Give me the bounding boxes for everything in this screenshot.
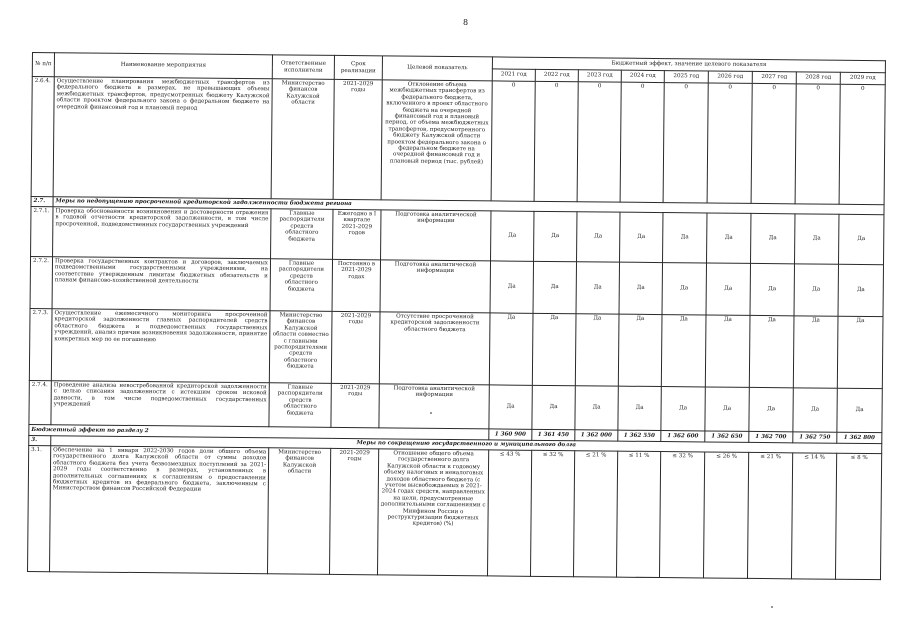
- total-value: 1 360 900: [489, 429, 532, 440]
- value-cell: Да: [706, 263, 750, 315]
- row-term: 2021-2029 годы: [331, 383, 379, 427]
- value-cell: 0: [620, 82, 664, 202]
- value-cell: Да: [576, 262, 619, 314]
- total-value: 1 361 450: [532, 429, 575, 440]
- header-indicator: Целевой показатель: [382, 56, 492, 81]
- scan-speck: [430, 412, 432, 414]
- total-value: 1 362 600: [661, 431, 705, 442]
- value-cell: Да: [793, 388, 837, 432]
- value-cell: Да: [489, 313, 533, 385]
- scan-speck: [771, 606, 773, 608]
- row-num: 2.6.4.: [31, 77, 54, 197]
- table-row: [31, 77, 885, 205]
- value-cell: Да: [620, 212, 663, 262]
- header-year: 2024 год: [621, 70, 664, 82]
- value-cell: ≤ 21 %: [573, 451, 617, 577]
- row-resp: Министерство финансов Калужской области: [271, 79, 334, 200]
- row-indicator: Отсутствие просроченной кредиторской задолженности областного бюджета: [379, 312, 490, 385]
- header-year: 2029 год: [840, 72, 885, 84]
- header-effect: Бюджетный эффект, значение целевого показателя: [492, 57, 885, 73]
- value-cell: Да: [837, 388, 883, 432]
- value-cell: Да: [661, 387, 705, 431]
- value-cell: 0: [491, 81, 535, 201]
- value-cell: Да: [491, 211, 534, 261]
- section-num: 3.: [29, 435, 51, 445]
- table-row: [29, 308, 883, 388]
- value-cell: 0: [534, 81, 578, 201]
- value-cell: Да: [575, 314, 619, 386]
- value-cell: ≤ 11 %: [616, 451, 660, 577]
- value-cell: Да: [618, 386, 661, 430]
- table-row: [28, 445, 882, 579]
- total-value: 1 362 700: [749, 431, 793, 442]
- value-cell: ≤ 21 %: [747, 452, 792, 578]
- header-term: Срок реализации: [334, 55, 382, 79]
- value-cell: Да: [577, 212, 620, 262]
- row-resp: Главные распорядители средств областного бюджета: [271, 209, 333, 260]
- header-year: 2026 год: [708, 71, 752, 83]
- row-term: Постоянно в 2021-2029 годах: [332, 259, 380, 311]
- value-cell: ≤ 14 %: [791, 453, 836, 579]
- value-cell: Да: [751, 213, 795, 263]
- total-value: 1 362 650: [705, 431, 749, 442]
- value-cell: 0: [751, 83, 796, 203]
- header-name: Наименование мероприятия: [54, 53, 272, 79]
- row-resp: Министерство финансов Калужской области совместно с главными распорядителями средств областного бюджета: [269, 311, 332, 384]
- value-cell: Да: [838, 214, 884, 264]
- page-number: 8: [463, 18, 469, 27]
- row-num: 3.1.: [28, 445, 51, 571]
- row-term: 2021-2029 годы: [331, 311, 380, 383]
- value-cell: Да: [534, 211, 577, 261]
- row-num: 2.7.1.: [31, 206, 53, 256]
- value-cell: Да: [532, 313, 576, 385]
- value-cell: 0: [663, 83, 708, 203]
- total-value: 1 362 000: [575, 430, 618, 441]
- value-cell: Да: [794, 264, 838, 316]
- row-name: Обеспечение на 1 января 2022-2030 годов доли общего объема государственного долга Калужской области от суммы доходов областного бюджета без учета безвозмездных поступлений за 2021-2029 годы соответственно в размерах, установленных в дополнительных соглашениях к соглашениям о предоставлении бюджетных кредитов из федерального бюджета, заключенным с Министерством финансов Российской Федерации: [50, 446, 269, 574]
- value-cell: Да: [793, 316, 838, 388]
- value-cell: 0: [577, 82, 621, 202]
- row-name: Проведение анализа невостребованной кредиторской задолженности с целью списания задолженности с истекшим сроком исковой давности, в том числе подведомственных государственных учреждений: [51, 381, 269, 427]
- value-cell: Да: [533, 261, 576, 313]
- value-cell: Да: [663, 213, 707, 263]
- total-value: 1 362 550: [618, 430, 661, 441]
- row-num: 2.7.4.: [29, 380, 51, 424]
- value-cell: Да: [490, 261, 533, 313]
- row-indicator: Подготовка аналитической информации: [380, 260, 490, 313]
- value-cell: 0: [839, 84, 885, 204]
- value-cell: Да: [619, 262, 662, 314]
- value-cell: Да: [705, 387, 749, 431]
- value-cell: Да: [838, 264, 884, 316]
- value-cell: ≤ 26 %: [703, 452, 748, 578]
- row-indicator: Подготовка аналитической информации: [379, 384, 489, 429]
- measures-table: [27, 52, 886, 580]
- value-cell: 0: [795, 84, 840, 204]
- table-row: [31, 206, 885, 264]
- total-value: 1 362 800: [837, 432, 882, 443]
- row-name: Осуществление планирования межбюджетных трансфертов из федерального бюджета в размерах, не превышающих объемы межбюджетных трансфертов, предусмотренных бюджету Калужской области проектом федерального закона о федеральном бюджете на очередной финансовый год и плановый период: [53, 77, 272, 199]
- value-cell: Да: [705, 315, 750, 387]
- table-row: [30, 256, 884, 316]
- value-cell: Да: [532, 385, 575, 429]
- row-resp: Министерство финансов Калужской области: [268, 448, 331, 575]
- value-cell: ≤ 43 %: [487, 450, 531, 576]
- value-cell: Да: [837, 316, 883, 388]
- total-value: 1 362 750: [793, 432, 837, 443]
- header-year: 2027 год: [752, 71, 796, 83]
- row-term: 2021-2029 годы: [329, 448, 378, 574]
- value-cell: Да: [575, 386, 618, 430]
- row-name: Осуществление ежемесячного мониторинга просроченной кредиторской задолженности главных распорядителей средств областного бюджета и подведомственных государственных учреждений, анализ причин возникновения задолженности, принятие конкретных мер по ее погашению: [51, 309, 270, 383]
- row-indicator: Подготовка аналитической информации: [381, 210, 491, 261]
- row-resp: Главные распорядители средств областного бюджета: [269, 383, 331, 428]
- header-year: 2021 год: [492, 69, 535, 81]
- value-cell: Да: [707, 213, 751, 263]
- header-year: 2025 год: [664, 71, 708, 83]
- value-cell: Да: [749, 315, 794, 387]
- section-num: 2.7.: [31, 196, 53, 206]
- row-indicator: Отклонение объема межбюджетных трансфертов из федерального бюджета, включенного в проект областного бюджета на очередной финансовый год и плановый период, от объема межбюджетных трансфертов, предусмотренного бюджету Калужской области проектом федерального закона о федеральном бюджете на очередной финансовый год и плановый период (тыс. рублей): [381, 80, 492, 201]
- value-cell: ≤ 8 %: [835, 453, 881, 579]
- header-num: № п/п: [32, 53, 54, 77]
- row-indicator: Отношение общего объема государственного долга Калужской области к годовому объему налоговых и неналоговых доходов областного бюджета (с учетом высвобождаемых в 2021-2024 годах средств, направленных на цели, предусмотренные дополнительными соглашениями с Минфином России о реструктуризации бюджетных кредитов) (%): [377, 449, 488, 576]
- value-cell: ≤ 32 %: [530, 450, 574, 576]
- value-cell: Да: [662, 263, 706, 315]
- value-cell: ≤ 32 %: [659, 452, 704, 578]
- section-title: Меры по сокращению государственного и муниципального долга: [51, 436, 882, 454]
- header-year: 2023 год: [578, 70, 621, 82]
- row-name: Проверка обоснованности возникновения и достоверности отражения в годовой отчетности кредиторской задолженности, в том числе просроченной, подведомственных государственных учреждений: [53, 207, 271, 259]
- header-year: 2022 год: [535, 69, 578, 81]
- value-cell: 0: [707, 83, 752, 203]
- value-cell: Да: [661, 315, 706, 387]
- header-resp: Ответственные исполнители: [272, 55, 334, 80]
- row-resp: Главные распорядители средств областного бюджета: [270, 259, 332, 312]
- document-table-sheet: [27, 52, 885, 608]
- header-year: 2028 год: [796, 72, 840, 84]
- row-num: 2.7.3.: [29, 308, 52, 380]
- row-name: Проверка государственных контрактов и договоров, заключаемых подведомственными государственными учреждениями, на соответствие утвержденным лимитам бюджетных обязательств и планам финансово-хозяйственной деятельности: [52, 257, 270, 311]
- value-cell: Да: [749, 387, 793, 431]
- value-cell: Да: [795, 214, 839, 264]
- row-term: 2021-2029 годы: [333, 79, 382, 199]
- value-cell: Да: [489, 385, 532, 429]
- section-title: Меры по недопущению просроченной кредиторской задолженности бюджета региона: [53, 197, 884, 215]
- row-term: Ежегодно в I квартале 2021-2029 годов: [333, 209, 381, 259]
- total-label: Бюджетный эффект по разделу 2: [29, 424, 489, 439]
- value-cell: Да: [618, 314, 662, 386]
- row-num: 2.7.2.: [30, 256, 52, 308]
- value-cell: Да: [750, 263, 794, 315]
